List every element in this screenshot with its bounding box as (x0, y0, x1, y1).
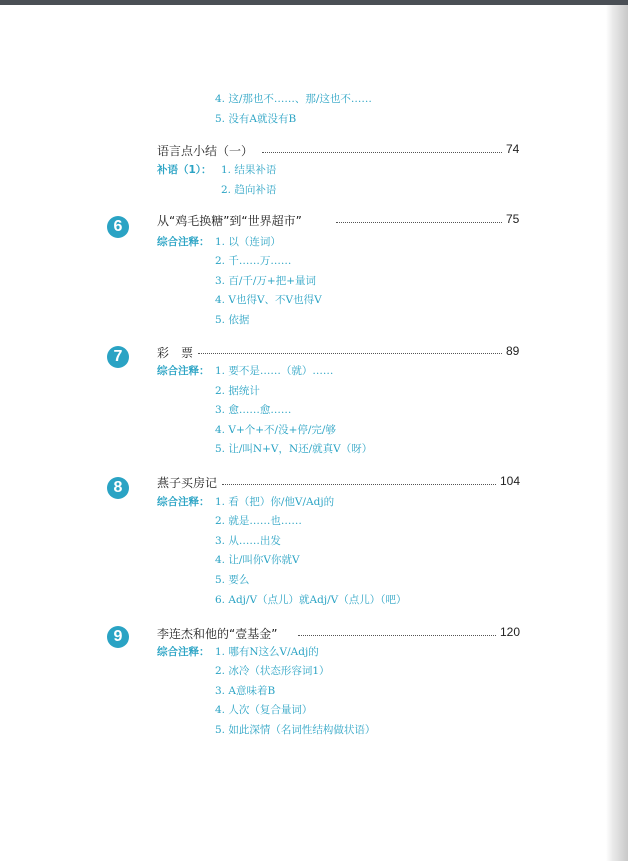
list-item: 2. 就是……也…… (215, 515, 302, 527)
summary-page-number: 74 (506, 142, 520, 156)
list-item: 5. 依据 (215, 314, 250, 326)
lesson-title: 燕子买房记 (157, 476, 218, 490)
notes-label: 综合注释： (157, 236, 210, 248)
page-edge-shadow (606, 5, 628, 861)
list-item: 4. V+个+不/没+停/完/够 (215, 424, 336, 436)
leader-dots (298, 635, 496, 636)
summary-title: 语言点小结（一） (157, 144, 254, 158)
list-item: 3. 百/千/万+把+量词 (215, 275, 317, 287)
list-item: 5. 没有A就没有B (215, 113, 297, 125)
lesson-number-badge: 8 (107, 477, 129, 499)
leader-dots (262, 152, 502, 153)
leader-dots (336, 222, 502, 223)
lesson-title: 彩 票 (157, 346, 194, 360)
lesson-page-number: 104 (500, 474, 521, 488)
lesson-page-number: 89 (506, 344, 520, 358)
notes-label: 综合注释： (157, 496, 210, 508)
lesson-title: 李连杰和他的“壹基金” (157, 627, 278, 641)
list-item: 2. 趋向补语 (221, 184, 277, 196)
lesson-page-number: 75 (506, 212, 520, 226)
list-item: 4. 让/叫你V你就V (215, 554, 300, 566)
list-item: 6. Adj/V（点儿）就Adj/V（点儿）（吧） (215, 594, 407, 606)
list-item: 5. 要么 (215, 574, 250, 586)
list-item: 5. 如此深情（名词性结构做状语） (215, 724, 376, 736)
leader-dots (198, 353, 502, 354)
list-item: 4. 人次（复合量词） (215, 704, 313, 716)
lesson-number-badge: 9 (107, 626, 129, 648)
list-item: 5. 让/叫N+V，N还/就真V（呀） (215, 443, 373, 455)
list-item: 4. 这/那也不……、那/这也不…… (215, 93, 372, 105)
list-item: 1. 以（连词） (215, 236, 281, 248)
list-item: 2. 冰冷（状态形容词1） (215, 665, 330, 677)
list-item: 2. 据统计 (215, 385, 260, 397)
lesson-title: 从“鸡毛换糖”到“世界超市” (157, 214, 302, 228)
lesson-number-badge: 7 (107, 346, 129, 368)
summary-label: 补语（1）： (157, 164, 212, 176)
list-item: 3. A意味着B (215, 685, 276, 697)
leader-dots (222, 484, 496, 485)
list-item: 1. 结果补语 (221, 164, 277, 176)
notes-label: 综合注释： (157, 646, 210, 658)
list-item: 2. 千……万…… (215, 255, 292, 267)
notes-label: 综合注释： (157, 365, 210, 377)
list-item: 3. 愈……愈…… (215, 404, 292, 416)
list-item: 4. V也得V、不V也得V (215, 294, 322, 306)
lesson-number-badge: 6 (107, 216, 129, 238)
list-item: 1. 哪有N这么V/Adj的 (215, 646, 319, 658)
list-item: 1. 看（把）你/他V/Adj的 (215, 496, 335, 508)
lesson-page-number: 120 (500, 625, 521, 639)
list-item: 1. 要不是……（就）…… (215, 365, 334, 377)
list-item: 3. 从……出发 (215, 535, 281, 547)
